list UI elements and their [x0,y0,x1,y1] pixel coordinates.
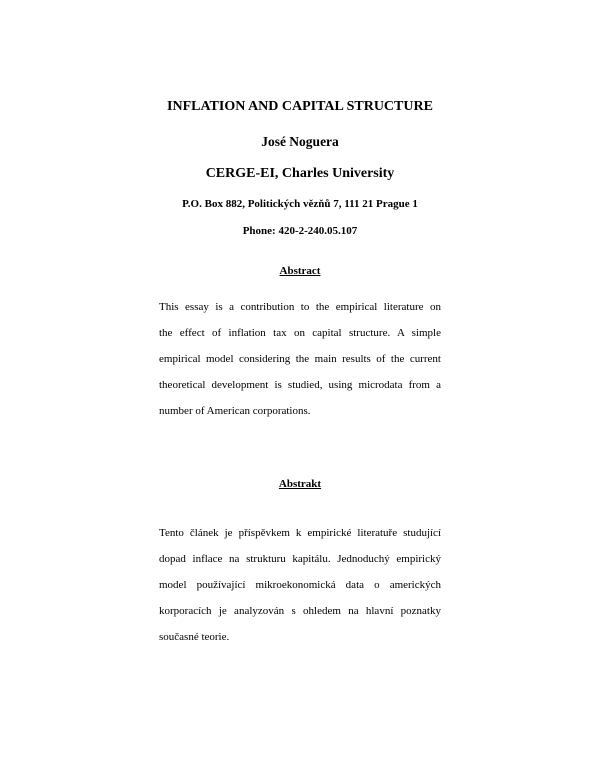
author-affiliation: CERGE-EI, Charles University [205,166,395,181]
author-address: P.O. Box 882, Politických vězňů 7, 111 21 Prague 1 [182,198,418,210]
author-name: José Noguera [261,134,339,149]
abstract-line: number of American corporations. [159,405,311,417]
abstract-heading: Abstract [279,265,321,277]
abstract-line: theoretical development is studied, using microdata from a [159,379,441,391]
abstrakt-line: současné teorie. [159,631,230,643]
abstract-line: empirical model considering the main results of the current [159,353,441,365]
paper-title: INFLATION AND CAPITAL STRUCTURE [167,99,433,114]
abstract-line: the effect of inflation tax on capital structure. A simple [159,327,441,339]
abstrakt-body [159,520,441,650]
abstrakt-line: model používající mikroekonomická data o amerických [159,579,441,591]
abstrakt-line: korporacích je analyzován s ohledem na hlavní poznatky [159,605,441,617]
abstract-body [159,294,441,424]
abstrakt-line: dopad inflace na strukturu kapitálu. Jednoduchý empirický [159,553,441,565]
abstract-line: This essay is a contribution to the empirical literature on [159,301,441,313]
author-phone: Phone: 420-2-240.05.107 [242,225,358,237]
abstrakt-heading: Abstrakt [278,478,322,490]
abstrakt-line: Tento článek je příspěvkem k empirické literatuře studující [159,527,441,539]
